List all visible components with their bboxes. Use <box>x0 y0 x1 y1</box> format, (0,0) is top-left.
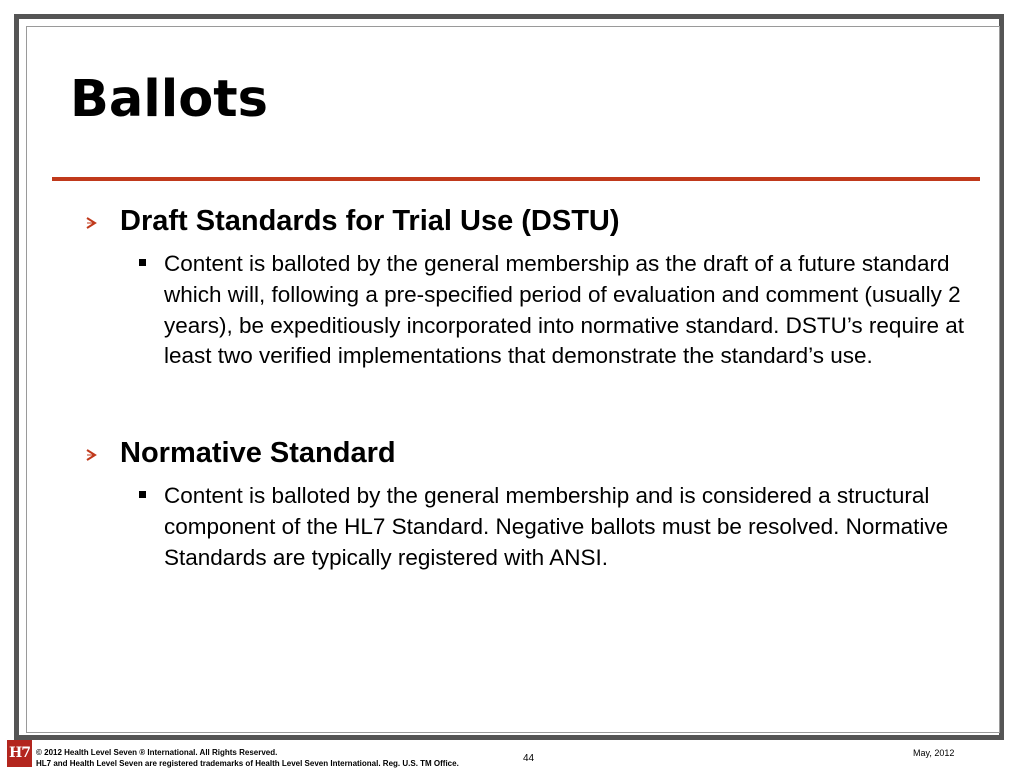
slide-inner-frame <box>26 26 1000 733</box>
chevron-right-icon <box>82 436 120 467</box>
sub-bullet-row <box>82 249 982 372</box>
sub-bullet-text: Content is balloted by the general membership and is considered a structural component of the HL7 Standard. Negative ballots must be resolved. Normative Standards are typically registered with ANSI. <box>164 483 949 570</box>
footer-copyright <box>36 747 459 768</box>
sub-bullet-row <box>82 481 982 573</box>
bullet-section-dstu <box>82 204 982 372</box>
copyright-line-1: © 2012 Health Level Seven ® International. All Rights Reserved. <box>36 748 278 757</box>
chevron-right-icon <box>82 204 120 235</box>
bullet-heading: Draft Standards for Trial Use (DSTU) <box>120 205 620 237</box>
sub-bullet-text: Content is balloted by the general membership as the draft of a future standard which will, following a pre-specified period of evaluation and comment (usually 2 years), be expeditiously incorporated into normative standard. DSTU’s require at least two verified implementations that demonstrate the standard’s use. <box>164 251 964 369</box>
bullet-row <box>82 204 982 238</box>
hl7-logo: H7 <box>7 740 32 767</box>
copyright-line-2: HL7 and Health Level Seven are registered trademarks of Health Level Seven International. Reg. U.S. TM Office. <box>36 759 459 768</box>
bullet-row <box>82 436 982 470</box>
page-number: 44 <box>523 753 535 764</box>
bullet-heading: Normative Standard <box>120 437 396 469</box>
title-divider <box>52 177 980 181</box>
footer-date: May, 2012 <box>913 748 955 758</box>
bullet-section-normative <box>82 436 982 573</box>
slide-title: Ballots <box>70 70 269 129</box>
square-bullet-icon <box>82 481 164 498</box>
square-bullet-icon <box>82 249 164 266</box>
